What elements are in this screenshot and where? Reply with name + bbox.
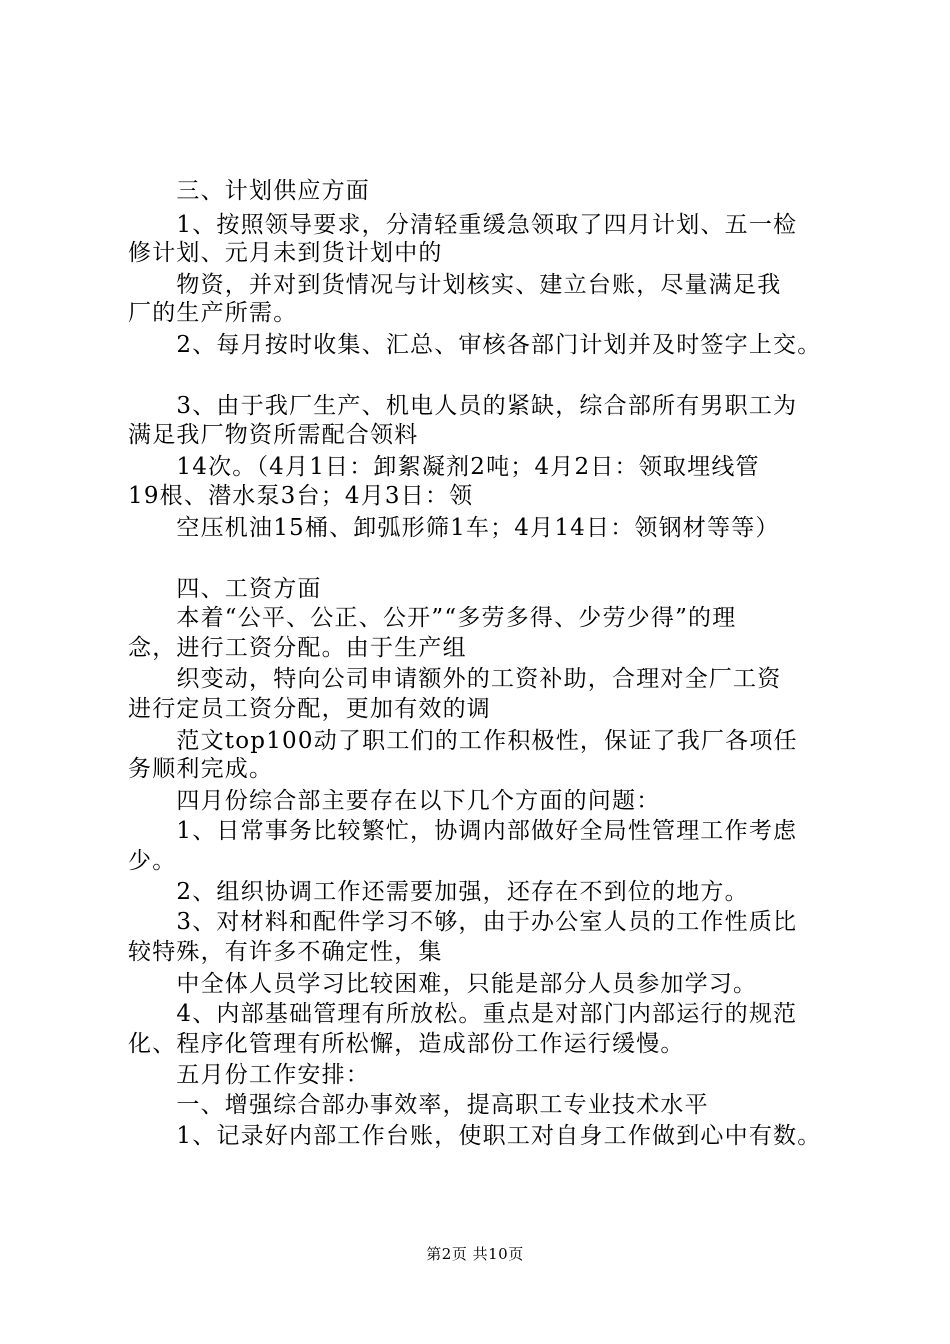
paragraph-line: 3、对材料和配件学习不够，由于办公室人员的工作性质比 <box>128 909 798 935</box>
page-number-footer: 第2页 共10页 <box>426 1245 524 1263</box>
paragraph-line: 厂的生产所需。 <box>128 300 298 326</box>
section-heading-wages: 四、工资方面 <box>128 576 322 602</box>
paragraph-line: 1、日常事务比较繁忙，协调内部做好全局性管理工作考虑 <box>128 818 798 844</box>
paragraph-line: 2、组织协调工作还需要加强，还存在不到位的地方。 <box>128 879 749 905</box>
paragraph-line: 本着“公平、公正、公开”“多劳多得、少劳少得”的理 <box>128 605 737 631</box>
paragraph-line: 3、由于我厂生产、机电人员的紧缺，综合部所有男职工为 <box>128 393 798 419</box>
section-heading-plan-supply: 三、计划供应方面 <box>128 178 370 204</box>
paragraph-line: 中全体人员学习比较困难，只能是部分人员参加学习。 <box>128 971 758 997</box>
paragraph-line: 范文top100动了职工们的工作积极性，保证了我厂各项任 <box>128 728 798 754</box>
paragraph-line: 1、记录好内部工作台账，使职工对自身工作做到心中有数。 <box>128 1123 822 1149</box>
paragraph-line: 2、每月按时收集、汇总、审核各部门计划并及时签字上交。 <box>128 332 822 358</box>
paragraph-line: 化、程序化管理有所松懈，造成部份工作运行缓慢。 <box>128 1031 685 1057</box>
paragraph-line: 务顺利完成。 <box>128 756 274 782</box>
paragraph-line: 较特殊，有许多不确定性，集 <box>128 939 443 965</box>
paragraph-line: 修计划、元月未到货计划中的 <box>128 240 443 266</box>
paragraph-line: 四月份综合部主要存在以下几个方面的问题： <box>128 788 661 814</box>
paragraph-line: 空压机油15桶、卸弧形筛1车；4月14日：领钢材等等） <box>128 515 780 541</box>
paragraph-line: 4、内部基础管理有所放松。重点是对部门内部运行的规范 <box>128 1001 798 1027</box>
paragraph-line: 14次。（4月1日：卸絮凝剂2吨；4月2日：领取埋线管 <box>128 454 760 480</box>
paragraph-line: 物资，并对到货情况与计划核实、建立台账，尽量满足我 <box>128 272 782 298</box>
paragraph-line: 织变动，特向公司申请额外的工资补助，合理对全厂工资 <box>128 666 782 692</box>
section-heading-may-plan: 五月份工作安排： <box>128 1062 370 1088</box>
paragraph-line: 1、按照领导要求，分清轻重缓急领取了四月计划、五一检 <box>128 212 798 238</box>
paragraph-line: 念，进行工资分配。由于生产组 <box>128 635 467 661</box>
paragraph-line: 满足我厂物资所需配合领料 <box>128 422 419 448</box>
paragraph-line: 19根、潜水泵3台；4月3日：领 <box>128 483 474 509</box>
paragraph-line: 一、增强综合部办事效率，提高职工专业技术水平 <box>128 1092 709 1118</box>
paragraph-line: 进行定员工资分配，更加有效的调 <box>128 696 491 722</box>
paragraph-line: 少。 <box>128 848 177 874</box>
